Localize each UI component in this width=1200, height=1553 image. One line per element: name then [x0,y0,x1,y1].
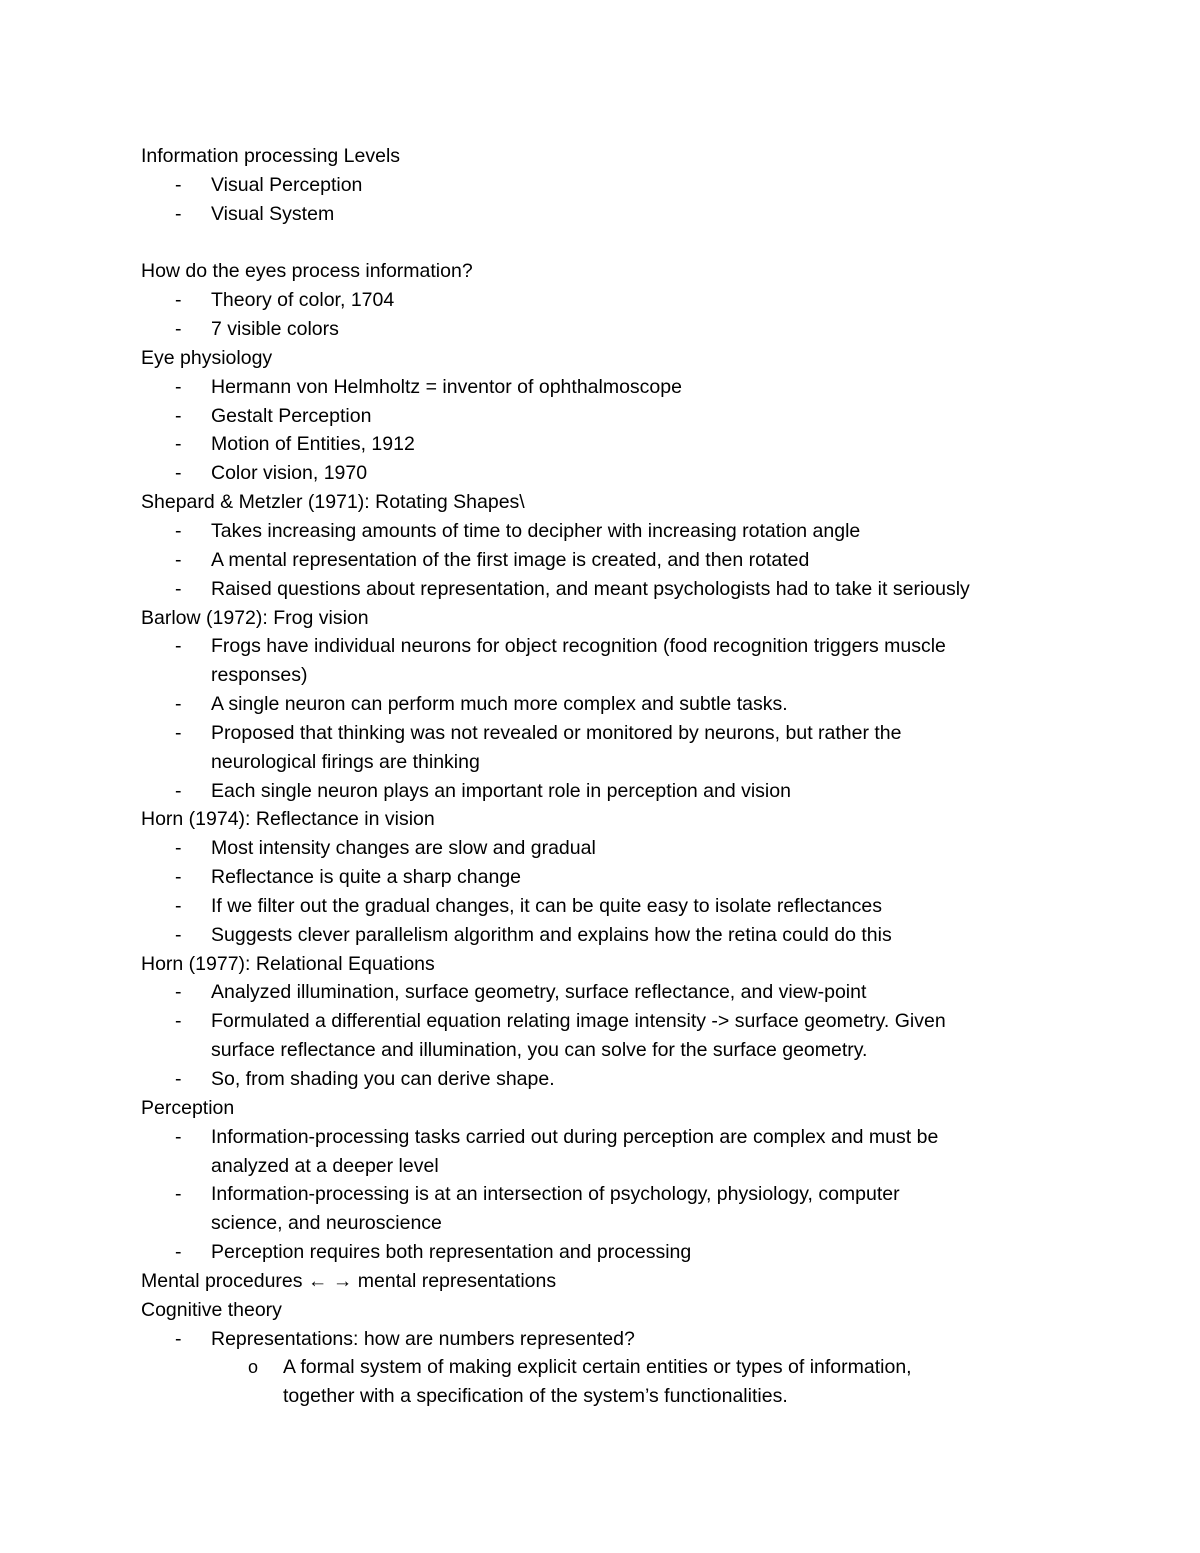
bullet-item [0,892,1200,921]
heading-text: Shepard & Metzler (1971): Rotating Shapes\ [141,491,525,514]
bullet-item [0,373,1200,402]
bullet-item [0,690,1200,719]
bullet-text: A single neuron can perform much more complex and subtle tasks. [211,693,788,716]
bullet-text: Proposed that thinking was not revealed or monitored by neurons, but rather the [211,721,902,744]
dash-marker: - [175,635,182,658]
dash-marker: - [175,866,182,889]
blank-line [0,229,1200,258]
bullet-item [0,402,1200,431]
bullet-text: If we filter out the gradual changes, it can be quite easy to isolate reflectances [211,894,882,917]
dash-marker: - [175,837,182,860]
section-heading [0,1267,1200,1296]
dash-marker: - [175,894,182,917]
bullet-item [0,200,1200,229]
bullet-item [0,1065,1200,1094]
dash-marker: - [175,1125,182,1148]
dash-marker: - [175,375,182,398]
dash-marker: - [175,548,182,571]
bullet-item [0,777,1200,806]
bullet-item [0,978,1200,1007]
bullet-item [0,921,1200,950]
bullet-item [0,632,1200,661]
bullet-item [0,863,1200,892]
heading-text: Eye physiology [141,346,273,369]
bullet-continuation [0,661,1200,690]
bullet-item [0,575,1200,604]
bullet-text: Gestalt Perception [211,404,372,427]
heading-text: Information processing Levels [141,145,401,167]
bullet-text: Information-processing is at an intersection of psychology, physiology, computer [211,1183,900,1206]
bullet-item [0,1238,1200,1267]
section-heading [0,257,1200,286]
section-heading [0,1296,1200,1325]
dash-marker: - [175,779,182,802]
heading-text: How do the eyes process information? [141,260,473,283]
heading-text: Horn (1977): Relational Equations [141,952,435,975]
bullet-item [0,171,1200,200]
bullet-continuation [0,1036,1200,1065]
bullet-text: science, and neuroscience [211,1212,442,1235]
bullet-text: Theory of color, 1704 [211,289,395,312]
dash-marker: - [175,462,182,485]
bullet-text: 7 visible colors [211,318,339,341]
bullet-text: analyzed at a deeper level [211,1154,439,1177]
sub-bullet-text: together with a specification of the system’s functionalities. [283,1385,788,1408]
dash-marker: - [175,318,182,341]
section-heading [0,142,1200,171]
bullet-text: Suggests clever parallelism algorithm and explains how the retina could do this [211,923,892,946]
bullet-text: A mental representation of the first image is created, and then rotated [211,548,810,571]
dash-marker: - [175,1068,182,1090]
bullet-continuation [0,1152,1200,1181]
dash-marker: - [175,1010,182,1033]
dash-marker: - [175,1241,182,1264]
section-heading [0,950,1200,979]
dash-marker: - [175,923,182,946]
bullet-item [0,315,1200,344]
bullet-text: Raised questions about representation, and meant psychologists had to take it seriously [211,577,970,600]
bullet-item [0,719,1200,748]
circle-marker: o [248,1357,259,1378]
bullet-item [0,286,1200,315]
section-heading [0,344,1200,373]
section-heading [0,1094,1200,1123]
bullet-text: Most intensity changes are slow and gradual [211,837,596,860]
heading-text: Mental procedures ← → mental representations [141,1269,557,1292]
bullet-text: Visual System [211,202,335,225]
section-heading [0,604,1200,633]
section-heading [0,488,1200,517]
bullet-continuation [0,1209,1200,1238]
bullet-text: So, from shading you can derive shape. [211,1068,555,1090]
bullet-text: surface reflectance and illumination, you can solve for the surface geometry. [211,1039,868,1062]
bullet-text: neurological firings are thinking [211,750,480,773]
bullet-text: Information-processing tasks carried out during perception are complex and must be [211,1125,939,1148]
bullet-text: Frogs have individual neurons for object recognition (food recognition triggers muscle [211,635,946,658]
dash-marker: - [175,173,182,196]
dash-marker: - [175,433,182,456]
bullet-continuation [0,748,1200,777]
bullet-item [0,1325,1200,1354]
bullet-text: Perception requires both representation and processing [211,1241,692,1264]
heading-text: Horn (1974): Reflectance in vision [141,808,435,831]
heading-text: Perception [141,1096,235,1119]
dash-marker: - [175,202,182,225]
bullet-text: Hermann von Helmholtz = inventor of ophthalmoscope [211,375,682,398]
dash-marker: - [175,981,182,1004]
bullet-text: Formulated a differential equation relating image intensity -> surface geometry. Given [211,1010,946,1033]
sub-bullet-item [0,1353,1200,1382]
bullet-item [0,459,1200,488]
bullet-item [0,546,1200,575]
bullet-item [0,430,1200,459]
dash-marker: - [175,721,182,744]
dash-marker: - [175,1327,182,1350]
bullet-item [0,517,1200,546]
dash-marker: - [175,693,182,716]
bullet-text: Motion of Entities, 1912 [211,433,415,456]
bullet-text: Takes increasing amounts of time to decipher with increasing rotation angle [211,519,861,542]
bullet-item [0,834,1200,863]
heading-text: Cognitive theory [141,1298,282,1321]
heading-text: Barlow (1972): Frog vision [141,606,369,629]
bullet-text: responses) [211,664,308,687]
bullet-item [0,1180,1200,1209]
dash-marker: - [175,577,182,600]
section-heading [0,805,1200,834]
dash-marker: - [175,289,182,312]
dash-marker: - [175,1183,182,1206]
bullet-item [0,1123,1200,1152]
bullet-text: Each single neuron plays an important role in perception and vision [211,779,791,802]
bullet-text: Analyzed illumination, surface geometry, surface reflectance, and view-point [211,981,867,1004]
bullet-text: Reflectance is quite a sharp change [211,866,522,889]
dash-marker: - [175,404,182,427]
bullet-text: Visual Perception [211,173,363,196]
dash-marker: - [175,519,182,542]
bullet-item [0,1007,1200,1036]
bullet-text: Representations: how are numbers represented? [211,1327,635,1350]
bullet-text: Color vision, 1970 [211,462,368,485]
sub-bullet-text: A formal system of making explicit certain entities or types of information, [283,1356,912,1379]
sub-bullet-continuation [0,1382,1200,1411]
